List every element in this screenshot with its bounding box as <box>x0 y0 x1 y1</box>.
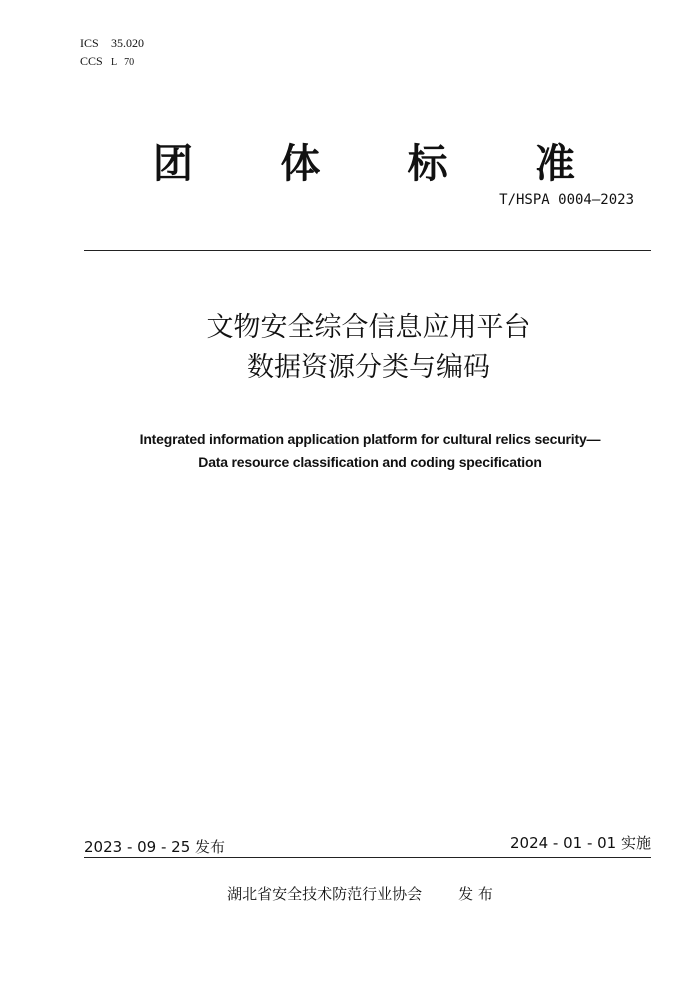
ics-label: ICS <box>80 36 99 50</box>
issue-date: 2023 - 09 - 25 发布 <box>84 838 226 856</box>
chinese-title-line-2: 数据资源分类与编码 <box>247 352 490 383</box>
standard-type-char: 标 <box>407 141 448 187</box>
standard-type-char: 体 <box>280 141 321 187</box>
publisher-name: 湖北省安全技术防范行业协会 <box>227 885 423 903</box>
english-title-line-2: Data resource classification and coding specification <box>198 454 542 470</box>
implementation-date: 2024 - 01 - 01 实施 <box>509 834 651 852</box>
standard-number: T/HSPA 0004—2023 <box>499 192 634 208</box>
standard-type-title <box>120 132 580 189</box>
ics-value: 35.020 <box>111 36 144 50</box>
bottom-divider <box>84 857 651 858</box>
top-divider <box>84 250 651 251</box>
classification-codes <box>80 34 144 72</box>
standard-type-char: 团 <box>153 141 193 187</box>
ccs-class: L <box>111 57 118 68</box>
english-title-line-1: Integrated information application platform for cultural relics security— <box>139 431 601 447</box>
ccs-code-row <box>80 52 144 72</box>
ics-code-row <box>80 34 144 52</box>
standard-type-char: 准 <box>534 141 575 187</box>
english-title <box>0 428 700 474</box>
ccs-value: 70 <box>124 57 135 68</box>
publisher-action: 发 布 <box>458 885 493 903</box>
ccs-label: CCS <box>80 54 103 68</box>
chinese-title <box>0 308 700 388</box>
publisher-line <box>0 883 700 904</box>
chinese-title-line-1: 文物安全综合信息应用平台 <box>206 312 531 343</box>
